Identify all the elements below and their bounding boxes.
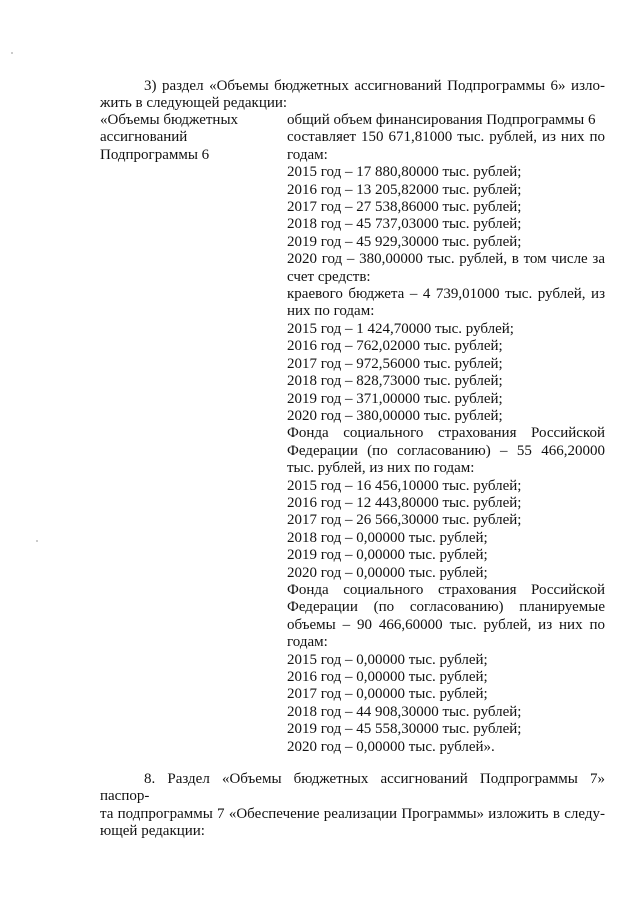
outro-line: та подпрограммы 7 «Обеспечение реализации Программы» изложить в следу- [100,805,605,822]
year-line: 2015 год – 1 424,70000 тыс. рублей; [287,320,514,337]
outro-line: 8. Раздел «Объемы бюджетных ассигнований Подпрограммы 7» паспор- [100,771,605,805]
year-line: 2015 год – 17 880,80000 тыс. рублей; [287,164,522,181]
year-line: 2018 год – 828,73000 тыс. рублей; [287,373,503,390]
year-line: 2016 год – 13 205,82000 тыс. рублей; [287,181,522,198]
year-line: 2017 год – 0,00000 тыс. рублей; [287,686,488,703]
social-fund-planned-line: Федерации (по согласованию) планируемые [287,599,605,616]
intro-line: жить в следующей редакции: [100,95,288,112]
social-fund-planned-line: годам: [287,634,328,651]
regional-line: краевого бюджета – 4 739,01000 тыс. рублей, из [287,286,605,303]
year-line: 2018 год – 0,00000 тыс. рублей; [287,529,488,546]
regional-line: них по годам: [287,303,375,320]
year-2020-line: счет средств: [287,268,371,285]
table-value-cell [287,112,605,756]
social-fund-planned-line: Фонда социального страхования Российской [287,581,605,598]
intro-line: 3) раздел «Объемы бюджетных ассигнований Подпрограммы 6» изло- [144,78,605,94]
year-line: 2017 год – 26 566,30000 тыс. рублей; [287,512,522,529]
year-line: 2019 год – 45 558,30000 тыс. рублей; [287,721,522,738]
year-line: 2016 год – 762,02000 тыс. рублей; [287,338,503,355]
scan-speck [11,52,13,54]
year-line: 2019 год – 0,00000 тыс. рублей; [287,547,488,564]
total-line: общий объем финансирования Подпрограммы 6 [287,112,596,128]
year-line: 2020 год – 0,00000 тыс. рублей; [287,564,488,581]
label-line: «Объемы бюджетных [100,112,239,128]
year-line: 2020 год – 0,00000 тыс. рублей». [287,738,495,755]
social-fund-line: тыс. рублей, из них по годам: [287,460,475,477]
label-line: ассигнований [100,129,188,146]
year-line: 2017 год – 972,56000 тыс. рублей; [287,355,503,372]
outro-paragraph [100,771,605,841]
total-line: годам: [287,146,328,163]
year-line: 2018 год – 45 737,03000 тыс. рублей; [287,216,522,233]
year-line: 2015 год – 16 456,10000 тыс. рублей; [287,477,522,494]
total-line: составляет 150 671,81000 тыс. рублей, из них по [287,129,605,146]
year-line: 2016 год – 0,00000 тыс. рублей; [287,669,488,685]
year-line: 2016 год – 12 443,80000 тыс. рублей; [287,494,522,511]
year-line: 2020 год – 380,00000 тыс. рублей; [287,407,503,424]
table-label-cell [100,112,270,164]
year-2020-line: 2020 год – 380,00000 тыс. рублей, в том числе за [287,251,605,268]
social-fund-line: Фонда социального страхования Российской [287,425,605,442]
intro-paragraph [100,78,605,113]
label-line: Подпрограммы 6 [100,146,210,163]
year-line: 2018 год – 44 908,30000 тыс. рублей; [287,703,522,720]
year-line: 2015 год – 0,00000 тыс. рублей; [287,651,488,668]
year-line: 2017 год – 27 538,86000 тыс. рублей; [287,199,522,216]
year-line: 2019 год – 371,00000 тыс. рублей; [287,390,503,407]
social-fund-line: Федерации (по согласованию) – 55 466,20000 [287,442,605,459]
scan-speck [36,540,38,542]
social-fund-planned-line: объемы – 90 466,60000 тыс. рублей, из них по [287,616,605,633]
outro-line: ющей редакции: [100,823,205,840]
year-line: 2019 год – 45 929,30000 тыс. рублей; [287,233,522,250]
